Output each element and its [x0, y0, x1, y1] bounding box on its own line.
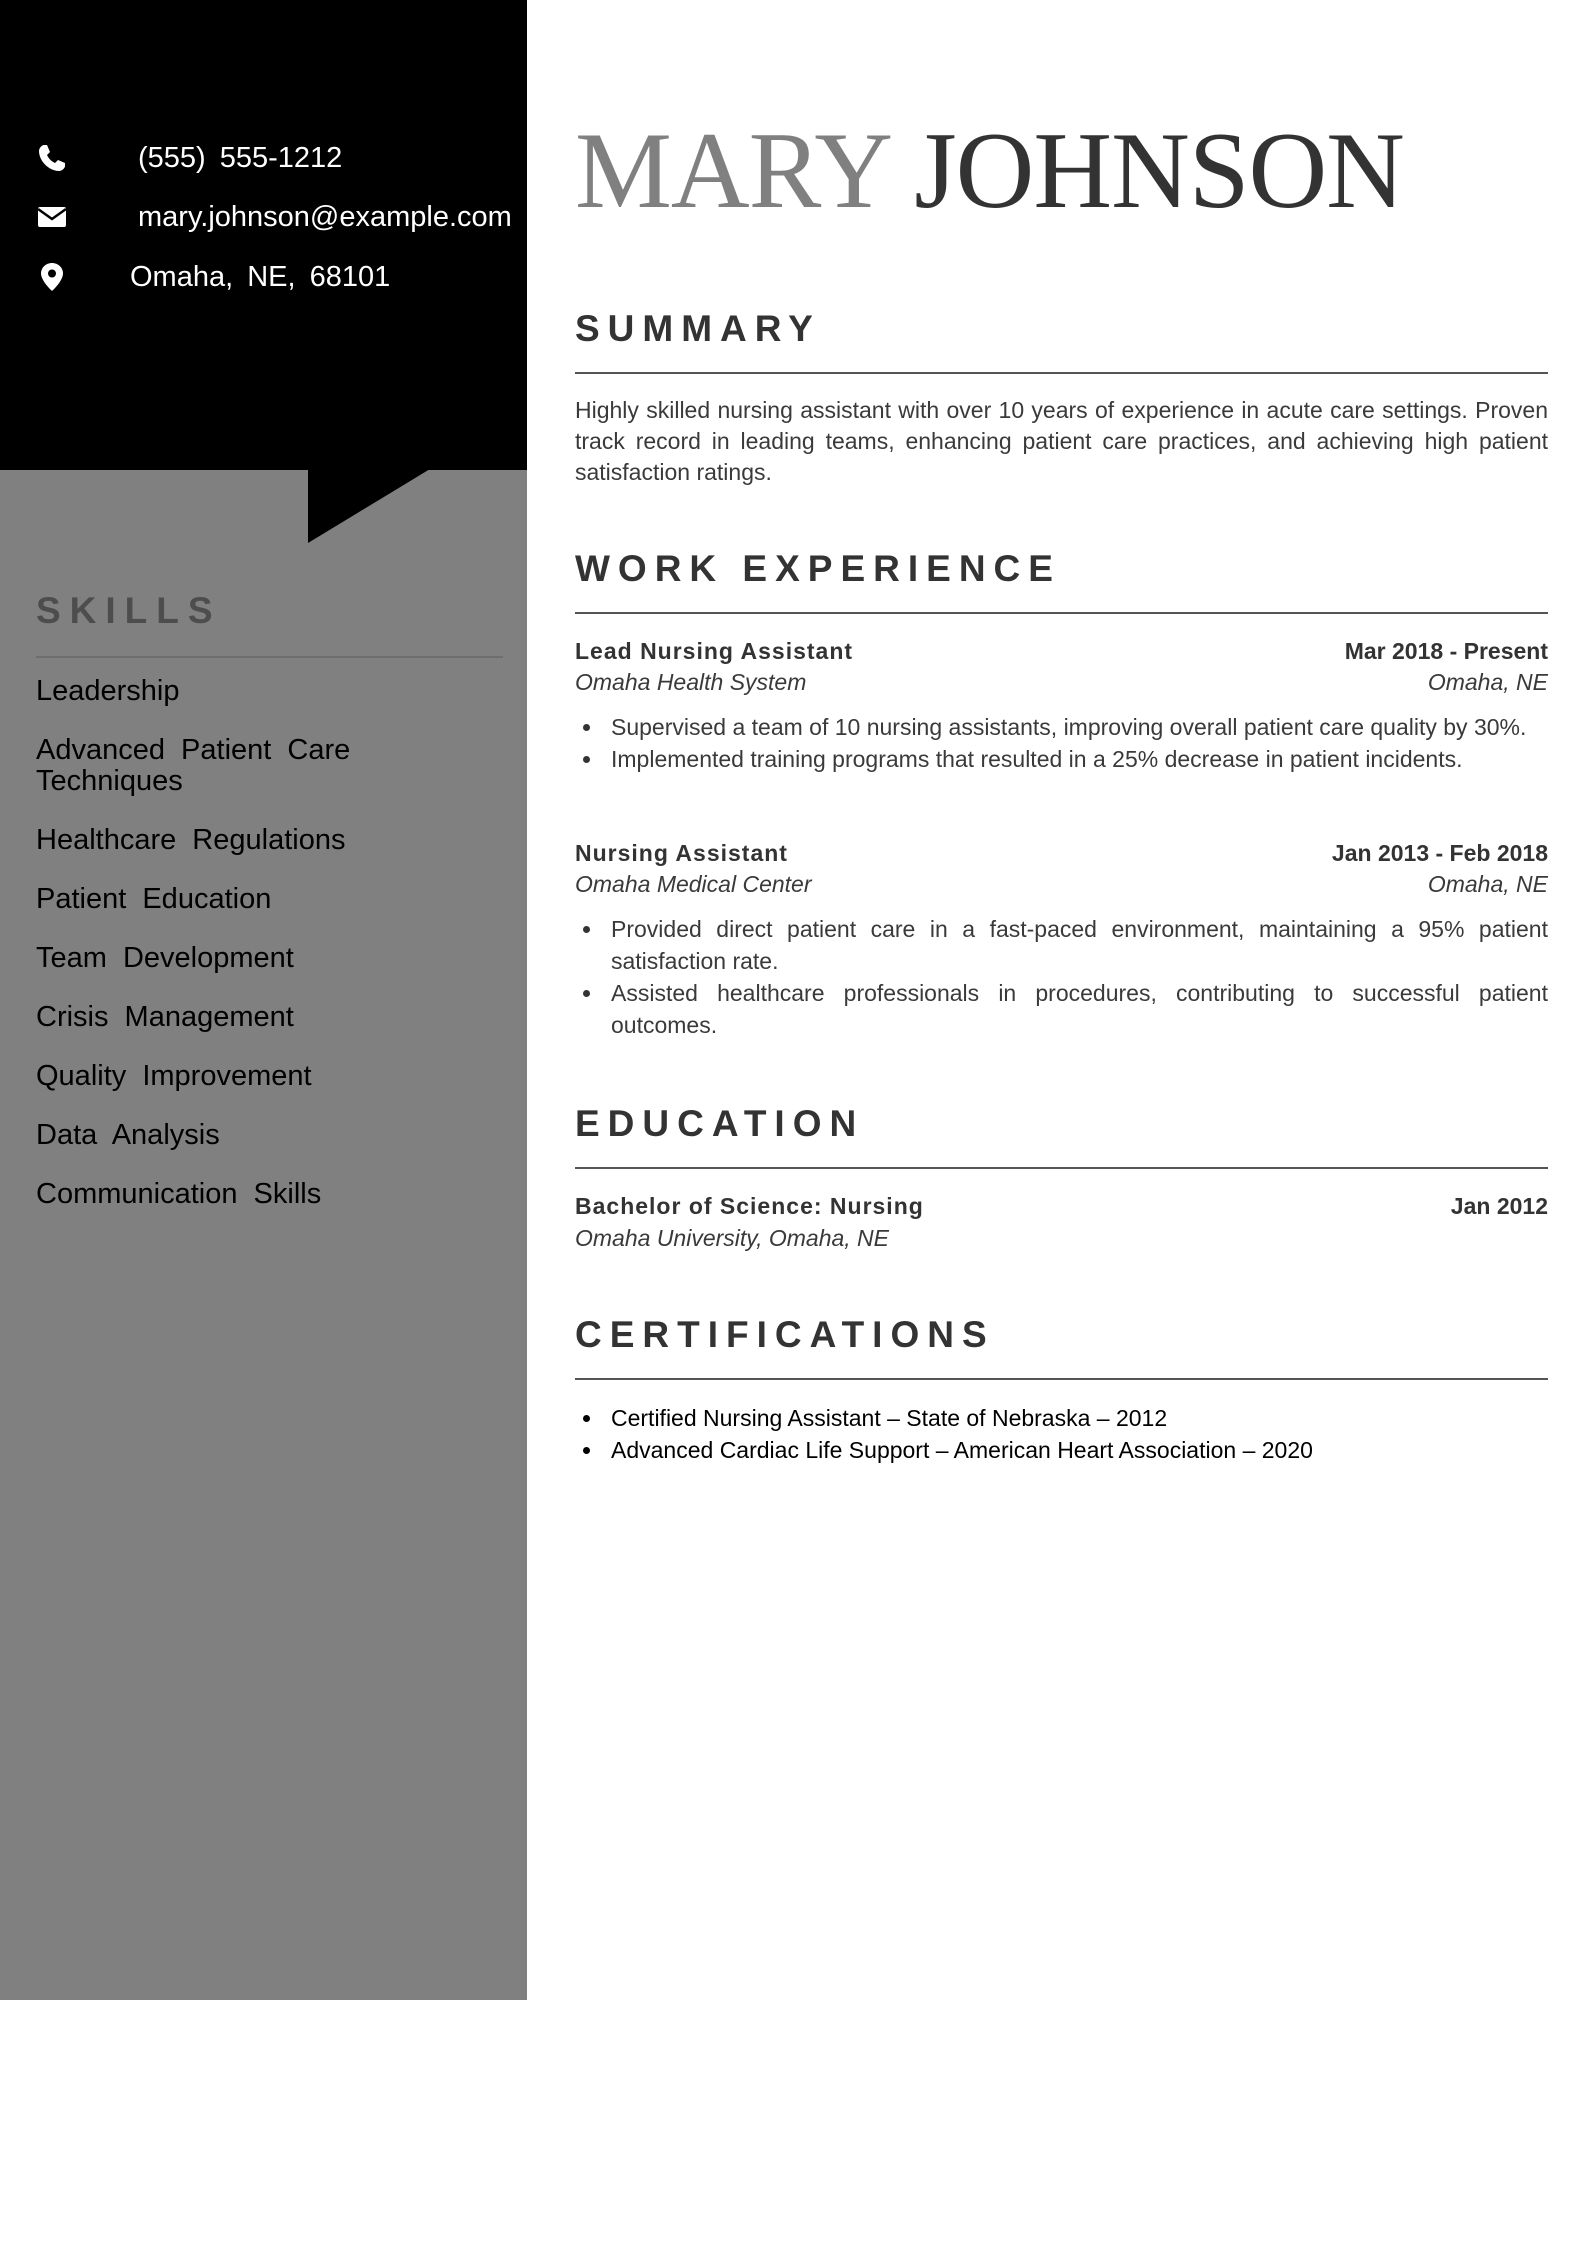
job-location: Omaha, NE: [1427, 669, 1548, 695]
skill-item: Patient Education: [36, 883, 272, 915]
education-header: [575, 1193, 1548, 1220]
first-name: MARY: [575, 110, 888, 231]
education-date: Jan 2012: [1450, 1193, 1548, 1219]
contact-email-text: mary.johnson@example.com: [138, 200, 512, 233]
skills-divider: [36, 656, 503, 658]
certifications-divider: [575, 1378, 1548, 1380]
job-subheader: [575, 669, 1548, 696]
contact-location-text: Omaha, NE, 68101: [130, 260, 391, 293]
job-dates: Mar 2018 - Present: [1344, 638, 1548, 664]
skills-list: [36, 676, 436, 1238]
job-title: Nursing Assistant: [575, 840, 788, 866]
job-header: [575, 840, 1548, 867]
job-bullets: [575, 711, 1548, 775]
summary-text: Highly skilled nursing assistant with over 10 years of experience in acute care settings. Proven track record in leading teams, enhancing patient care practices, and achieving high patient satisfaction ratings.: [575, 397, 1548, 485]
certification-item: Advanced Cardiac Life Support – American Heart Association – 2020: [575, 1434, 1548, 1466]
job-subheader: [575, 871, 1548, 898]
last-name: JOHNSON: [914, 110, 1404, 231]
job-employer: Omaha Health System: [575, 669, 807, 695]
job-header: [575, 638, 1548, 665]
skill-item: Healthcare Regulations: [36, 824, 346, 856]
phone-icon: [36, 142, 68, 174]
job-bullet: Provided direct patient care in a fast-paced environment, maintaining a 95% patient satisfaction rate.: [575, 913, 1548, 977]
certification-item: Certified Nursing Assistant – State of Nebraska – 2012: [575, 1402, 1548, 1434]
skill-item: Advanced Patient Care Techniques: [36, 734, 351, 797]
skill-item: Crisis Management: [36, 1001, 294, 1033]
contact-phone: [36, 138, 342, 178]
job-location: Omaha, NE: [1427, 871, 1548, 897]
skill-item: Data Analysis: [36, 1119, 220, 1151]
education-heading: EDUCATION: [575, 1103, 865, 1144]
skill-item: Team Development: [36, 942, 294, 974]
work-experience-divider: [575, 612, 1548, 614]
summary-divider: [575, 372, 1548, 374]
education-divider: [575, 1167, 1548, 1169]
contact-email: [36, 197, 512, 237]
education-degree: Bachelor of Science: Nursing: [575, 1193, 924, 1219]
skill-item: Communication Skills: [36, 1178, 322, 1210]
job-bullet: Assisted healthcare professionals in procedures, contributing to successful patient outcomes.: [575, 977, 1548, 1041]
skill-item: Quality Improvement: [36, 1060, 312, 1092]
envelope-icon: [36, 201, 68, 233]
education-subheader: [575, 1225, 1548, 1252]
job-dates: Jan 2013 - Feb 2018: [1331, 840, 1548, 866]
certifications-heading: CERTIFICATIONS: [575, 1314, 995, 1355]
work-experience-heading: WORK EXPERIENCE: [575, 548, 1061, 589]
skills-heading: SKILLS: [36, 590, 222, 631]
job-employer: Omaha Medical Center: [575, 871, 812, 897]
skill-item: Leadership: [36, 675, 180, 707]
job-bullets: [575, 913, 1548, 1041]
job-bullet: Implemented training programs that resulted in a 25% decrease in patient incidents.: [575, 743, 1548, 775]
job-bullet: Supervised a team of 10 nursing assistants, improving overall patient care quality by 30%.: [575, 711, 1548, 743]
education-school: Omaha University, Omaha, NE: [575, 1225, 890, 1251]
job-title: Lead Nursing Assistant: [575, 638, 854, 664]
map-pin-icon: [36, 261, 68, 293]
certifications-list: [575, 1402, 1548, 1466]
candidate-name: [575, 108, 1404, 234]
contact-location: [36, 257, 390, 297]
contact-phone-text: (555) 555-1212: [138, 141, 343, 174]
summary-heading: SUMMARY: [575, 308, 821, 349]
